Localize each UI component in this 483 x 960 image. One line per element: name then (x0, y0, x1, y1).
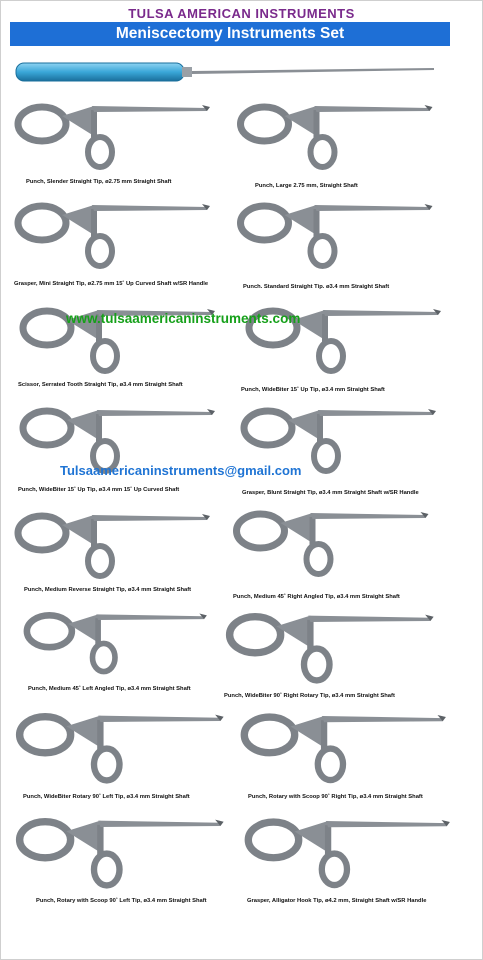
instrument-caption: Punch, Medium 45˚ Left Angled Tip, ø3.4 mm Straight Shaft (28, 686, 191, 692)
instrument-image (232, 96, 437, 176)
contact-email: Tulsaamericaninstruments@gmail.com (60, 463, 302, 478)
instrument-image (12, 195, 212, 275)
instrument-image (20, 605, 210, 680)
instrument-image (12, 96, 212, 176)
instrument-caption: Punch, Large 2.75 mm, Straight Shaft (255, 183, 358, 189)
instrument-caption: Punch, WideBiter Rotary 90˚ Left Tip, ø3.4 mm Straight Shaft (23, 794, 190, 800)
instrument-caption: Punch, WideBiter 15˚ Up Tip, ø3.4 mm Straight Shaft (241, 387, 385, 393)
instrument-caption: Punch, Medium 45˚ Right Angled Tip, ø3.4 mm Straight Shaft (233, 594, 400, 600)
instrument-caption: Punch, Rotary with Scoop 90˚ Left Tip, ø3.4 mm Straight Shaft (36, 898, 207, 904)
instrument-caption: Punch, Slender Straight Tip, ø2.75 mm Straight Shaft (26, 179, 172, 185)
instrument-caption: Grasper, Mini Straight Tip, ø2.75 mm 15˚ Up Curved Shaft w/SR Handle (14, 281, 209, 287)
instrument-caption: Grasper, Alligator Hook Tip, ø4.2 mm, Straight Shaft w/SR Handle (247, 898, 427, 904)
instrument-caption: Grasper, Blunt Straight Tip, ø3.4 mm Straight Shaft w/SR Handle (242, 490, 419, 496)
instrument-caption: Punch, WideBiter 15˚ Up Tip, ø3.4 mm 15˚ Up Curved Shaft (18, 487, 180, 493)
website-watermark: www.tulsaamericaninstruments.com (66, 311, 301, 326)
instrument-caption: Punch, Rotary with Scoop 90˚ Right Tip, ø3.4 mm Straight Shaft (248, 794, 423, 800)
instrument-caption: Punch. Standard Straight Tip. ø3.4 mm Straight Shaft (243, 284, 390, 290)
page-title-banner: Meniscectomy Instruments Set (10, 22, 450, 46)
instrument-image (232, 195, 437, 275)
instrument-caption: Scissor, Serrated Tooth Straight Tip, ø3.4 mm Straight Shaft (18, 382, 183, 388)
instrument-image (228, 503, 433, 583)
brand-name: TULSA AMERICAN INSTRUMENTS (128, 6, 355, 21)
instrument-caption: Punch, Medium Reverse Straight Tip, ø3.4 mm Straight Shaft (24, 587, 192, 593)
instrument-image (12, 505, 212, 585)
instrument-image (238, 705, 448, 790)
instrument-image (222, 605, 437, 690)
instrument-image (12, 810, 227, 895)
instrument-image (242, 810, 452, 895)
instrument-caption: Punch, WideBiter 90˚ Right Rotary Tip, ø3.4 mm Straight Shaft (224, 693, 395, 699)
probe-instrument-image (14, 58, 439, 88)
instrument-image (12, 705, 227, 790)
